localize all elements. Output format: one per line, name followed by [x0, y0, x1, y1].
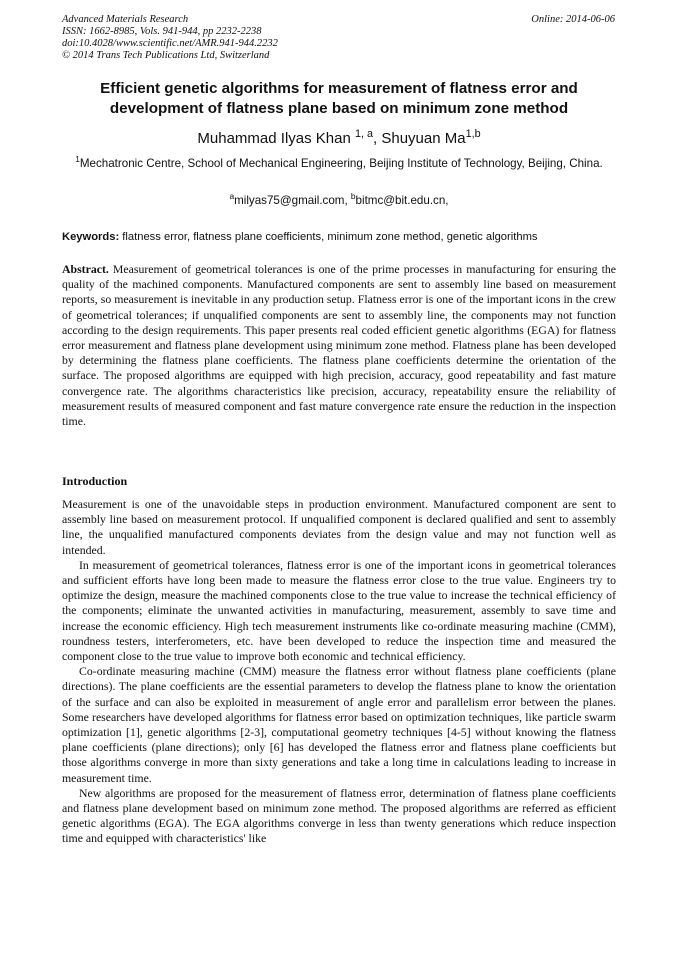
journal-copyright: © 2014 Trans Tech Publications Ltd, Switzerland	[62, 50, 270, 61]
author-separator: ,	[373, 130, 382, 147]
email-address: milyas75@gmail.com,	[234, 194, 351, 207]
online-date: Online: 2014-06-06	[531, 14, 615, 25]
paragraph: In measurement of geometrical tolerances, flatness error is one of the important icons in geometrical tolerances and sufficient efforts have long been made to measure the flatness error close to the true value. Engineers try to optimize the design, measure the machined components close to the true value to increase the technical efficiency of the components; eliminate the unwanted activities in manufacturing, measurement, assembly to save time and increase the economic efficiency. High tech measurement instruments like co-ordinate measuring machine (CMM), roundness testers, interferometers, etc. have been developed to reduce the inspection time and measured the component close to the true value to improve both economic and technical efficiency.	[62, 557, 616, 664]
email-line	[62, 193, 616, 209]
paper-title: Efficient genetic algorithms for measurement of flatness error and development of flatness plane based on minimum zone method	[100, 80, 578, 117]
email-mark: a	[229, 191, 235, 202]
journal-issn: ISSN: 1662-8985, Vols. 941-944, pp 2232-2238	[62, 26, 262, 37]
journal-doi: doi:10.4028/www.scientific.net/AMR.941-944.2232	[62, 38, 278, 49]
journal-name: Advanced Materials Research	[62, 14, 189, 25]
author-affiliation-mark: 1,b	[465, 128, 481, 140]
email-mark: b	[350, 191, 356, 202]
affiliation-mark: 1	[75, 154, 80, 165]
section-heading-introduction: Introduction	[62, 474, 128, 488]
journal-header	[62, 14, 278, 62]
abstract-text: Measurement of geometrical tolerances is one of the prime processes in manufacturing for ensuring the quality of the machined components. Manufactured components are sent to assembly line based on measurement reports, so measurement is inevitable in any production setup. Flatness error is one of the important icons in the crew of geometrical tolerances; if unqualified components are sent to assembly line, the components may not function according to the design requirements. This paper presents real coded efficient genetic algorithms (EGA) for flatness error measurement and flatness plane development using minimum zone method. Flatness plane has been developed by determining the flatness plane coefficients. The flatness plane coefficients determine the orientation of the surface. The proposed algorithms are equipped with high precision, accuracy, good repeatability and fast mature convergence rate. The algorithms characteristics like precision, accuracy, repeatability ensure the reliability of measurement results of measured component and fast mature convergence rate ensure the reduction in the inspection time.	[62, 262, 616, 429]
paragraph: Co-ordinate measuring machine (CMM) measure the flatness error without flatness plane coefficients (plane directions). The plane coefficients are the essential parameters to develop the flatness plane to know the orientation of the surface and can also be exploited in measurement of angle error and parallelism error between the planes. Some researchers have developed algorithms for flatness error based on optimization techniques, like particle swarm optimization [1], genetic algorithms [2-3], computational geometry techniques [4-5] without knowing the flatness plane coefficients (plane directions); only [6] has developed the flatness error and flatness plane coefficients but those algorithms converge in more than sixty generations and take a long time in calculations leading to increase in measurement time.	[62, 664, 616, 785]
keywords-text: flatness error, flatness plane coefficients, minimum zone method, genetic algorithms	[119, 231, 538, 243]
author-affiliation-mark: 1, a	[354, 128, 373, 140]
affiliation-text: Mechatronic Centre, School of Mechanical Engineering, Beijing Institute of Technology, Beijing, China.	[79, 157, 603, 170]
abstract	[62, 262, 616, 429]
author-name: Shuyuan Ma	[381, 130, 466, 147]
paragraph: New algorithms are proposed for the measurement of flatness error, determination of flatness plane coefficients and flatness plane development based on minimum zone method. The proposed algorithms are referred as efficient genetic algorithms (EGA). The EGA algorithms converge in less than twenty generations which reduce inspection time and equipped with characteristics' like	[62, 785, 616, 846]
keywords-label: Keywords:	[62, 231, 120, 243]
author-line	[62, 129, 616, 149]
affiliation	[62, 156, 616, 172]
paragraph: Measurement is one of the unavoidable steps in production environment. Manufactured component are sent to assembly line based on measurement protocol. If unqualified component is declared qualified and sent to assembly line, the unqualified manufactured components deviates from the design value and may not function well as intended.	[62, 497, 616, 557]
introduction-body	[62, 497, 616, 847]
abstract-label: Abstract.	[62, 262, 109, 276]
keywords	[62, 230, 616, 245]
author-name: Muhammad Ilyas Khan	[197, 130, 351, 147]
email-address: bitmc@bit.edu.cn,	[355, 194, 449, 207]
